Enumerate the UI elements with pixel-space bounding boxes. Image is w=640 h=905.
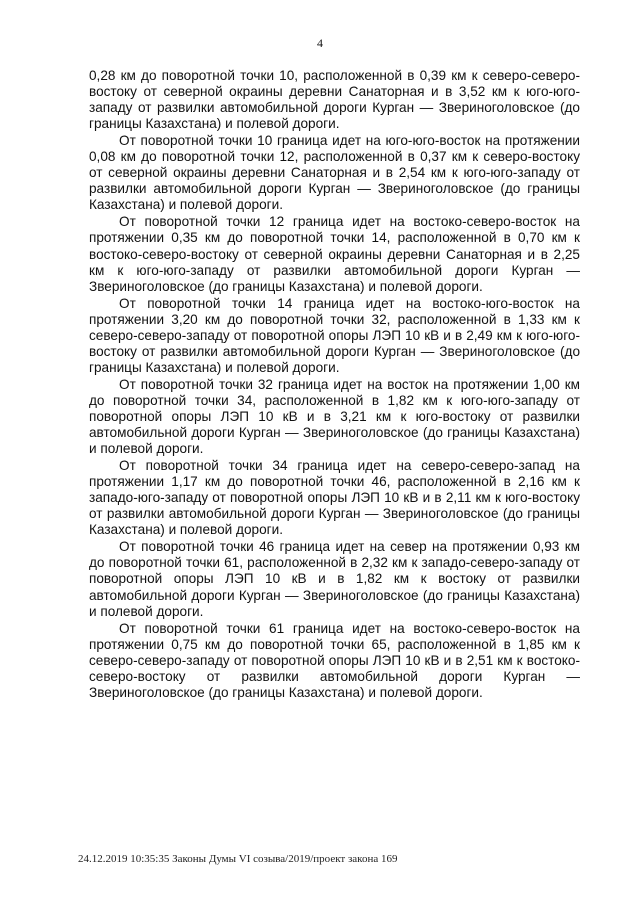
paragraph-continuation: 0,28 км до поворотной точки 10, расположенной в 0,39 км к северо-северо-востоку от северной окраины деревни Санаторная и в 3,52 км к юго-юго-западу от развилки автомобильной дороги Курган — Звериноголовское (до границы Казахстана) и полевой дороги. xyxy=(89,68,580,132)
paragraph: От поворотной точки 32 граница идет на восток на протяжении 1,00 км до поворотной точки 34, расположенной в 1,82 км к юго-юго-западу от поворотной опоры ЛЭП 10 кВ и в 3,21 км к юго-востоку от развилки автомобильной дороги Курган — Звериноголовское (до границы Казахстана) и полевой дороги. xyxy=(89,376,580,457)
paragraph: От поворотной точки 46 граница идет на север на протяжении 0,93 км до поворотной точки 61, расположенной в 2,32 км к западо-северо-западу от поворотной опоры ЛЭП 10 кВ и в 1,82 км к востоку от развилки автомобильной дороги Курган — Звериноголовское (до границы Казахстана) и полевой дороги. xyxy=(89,539,580,619)
paragraph: От поворотной точки 12 граница идет на востоко-северо-восток на протяжении 0,35 км до поворотной точки 14, расположенной в 0,70 км к востоко-северо-востоку от северной окраины деревни Санаторная и в 2,25 км к юго-юго-западу от развилки автомобильной дороги Курган — Звериноголовское (до границы Казахстана) и полевой дороги. xyxy=(89,214,580,294)
paragraph: От поворотной точки 14 граница идет на востоко-юго-восток на протяжении 3,20 км до поворотной точки 32, расположенной в 1,33 км к северо-северо-западу от поворотной опоры ЛЭП 10 кВ и в 2,49 км к юго-юго-востоку от развилки автомобильной дороги Курган — Звериноголовское (до границы Казахстана) и полевой дороги. xyxy=(89,295,580,375)
document-footer: 24.12.2019 10:35:35 Законы Думы VI созыва/2019/проект закона 169 xyxy=(78,853,398,865)
page-number: 4 xyxy=(317,36,323,50)
paragraph: От поворотной точки 34 граница идет на северо-северо-запад на протяжении 1,17 км до поворотной точки 46, расположенной в 2,16 км к западо-юго-западу от поворотной опоры ЛЭП 10 кВ и в 2,11 км к юго-востоку от развилки автомобильной дороги Курган — Звериноголовское (до границы Казахстана) и полевой дороги. xyxy=(89,458,580,538)
document-body xyxy=(89,68,580,702)
paragraph: От поворотной точки 10 граница идет на юго-юго-восток на протяжении 0,08 км до поворотной точки 12, расположенной в 0,37 км к северо-востоку от северной окраины деревни Санаторная и в 2,54 км к юго-юго-западу от развилки автомобильной дороги Курган — Звериноголовское (до границы Казахстана) и полевой дороги. xyxy=(89,133,580,213)
paragraph: От поворотной точки 61 граница идет на востоко-северо-восток на протяжении 0,75 км до поворотной точки 65, расположенной в 1,85 км к северо-северо-западу от поворотной опоры ЛЭП 10 кВ и в 2,51 км к востоко-северо-востоку от развилки автомобильной дороги Курган — Звериноголовское (до границы Казахстана) и полевой дороги. xyxy=(89,620,580,700)
